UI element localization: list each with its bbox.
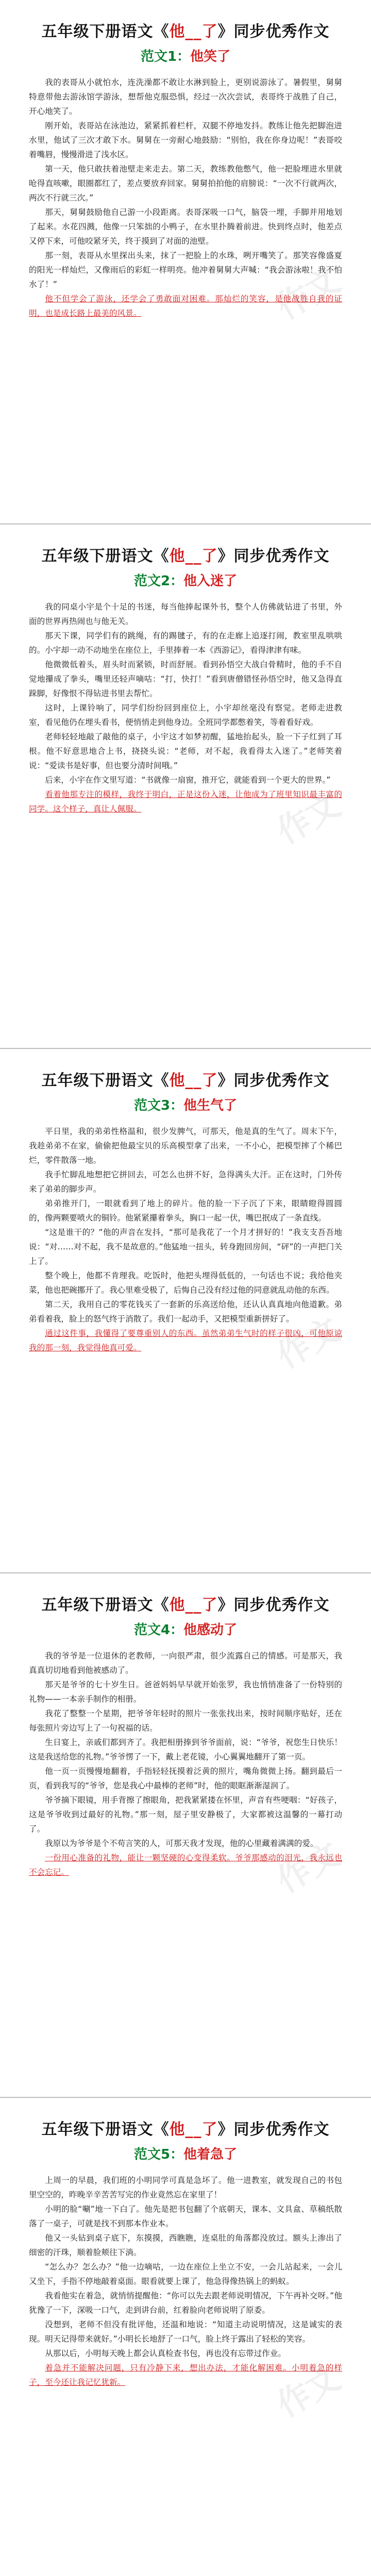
essay-paragraph: 爷爷摘下眼镜，用手背擦了擦眼角，把我紧紧搂在怀里，声音有些哽咽：“好孩子，这是爷爷收到过最好的礼物。”那一刻，屋子里安静极了，大家都被这温馨的一幕打动了。: [29, 1795, 342, 1834]
essay-paragraph: 我手忙脚乱地想把它拼回去，可怎么也拼不好，急得满头大汗。正在这时，门外传来了弟弟的脚步声。: [29, 1170, 342, 1194]
title-prefix: 五年级下册语文《: [41, 1072, 170, 1090]
essay-paragraph: 我的爷爷是一位退休的老教师，一向很严肃，很少流露自己的情感。可是那天，我真真切切地看到他被感动了。: [29, 1651, 342, 1675]
essay-paragraph: 上周一的早晨，我们班的小明同学可真是急坏了。他一进教室，就发现自己的书包里空空的，昨晚辛辛苦苦写完的作业竟然忘在家里了！: [29, 2176, 342, 2199]
essay-label: 范文4：: [133, 1622, 184, 1638]
title-suffix: 》同步优秀作文: [217, 2121, 330, 2139]
title-blank: 他__了: [169, 1072, 218, 1090]
title-blank: 他__了: [169, 547, 218, 565]
title-prefix: 五年级下册语文《: [41, 2121, 170, 2139]
essay-paragraph: “怎么办？怎么办？”他一边嘀咕，一边在座位上坐立不安，一会儿站起来，一会儿又坐下，手指不停地敲着桌面。眼看就要上课了，他急得像热锅上的蚂蚁。: [29, 2262, 342, 2286]
title-suffix: 》同步优秀作文: [217, 547, 330, 565]
essay-page: [0, 524, 371, 1049]
essay-paragraph: 整个晚上，他都不肯理我。吃饭时，他把头埋得低低的，一句话也不说；我给他夹菜，他也把碗挪开了。我心里难受极了，后悔自己没有经过他的同意就乱动他的东西。: [29, 1271, 342, 1295]
essay-highlight: 看着他那专注的模样，我终于明白，正是这份入迷，让他成为了班里知识最丰富的同学。这个样子，真让人佩服。: [29, 790, 342, 814]
essay-paragraph: 第二天，我用自己的零花钱买了一套新的乐高送给他，还认认真真地向他道歉。弟弟看着我，脸上的怒气终于消散了。我们一起动手，又把模型重新拼好了。: [29, 1300, 342, 1324]
essay-paragraph: 这时，上课铃响了，同学们纷纷回到座位上，小宇却丝毫没有察觉。老师走进教室，看见他仍在埋头看书，便悄悄走到他身边。全班同学都憋着笑，等着看好戏。: [29, 703, 342, 727]
essay-paragraph: 小明的脸“唰”地一下白了。他先是把书包翻了个底朝天，课本、文具盒、草稿纸散落了一桌子，可就是找不到那本作业本。: [29, 2205, 342, 2228]
essay-highlight: 通过这件事，我懂得了要尊重别人的东西。虽然弟弟生气时的样子很凶，可他原谅我的那一刻，我觉得他真可爱。: [29, 1329, 342, 1352]
essay-highlight: 他不但学会了游泳，还学会了勇敢面对困难。那灿烂的笑容，是他战胜自我的证明，也是成长路上最美的风景。: [29, 294, 342, 318]
essay-paragraph: 后来，小宇在作文里写道：“书就像一扇窗，推开它，就能看到一个更大的世界。”: [45, 775, 331, 785]
essay-paragraph: 我看他实在着急，就悄悄提醒他：“你可以先去跟老师说明情况，下午再补交呀。”他犹豫了一下，深吸一口气，走到讲台前，红着脸向老师说明了原委。: [29, 2291, 342, 2315]
essay-paragraph: 那一刻，表哥从水里探出头来，抹了一把脸上的水珠，咧开嘴笑了。那笑容像盛夏的阳光一样灿烂，又像雨后的彩虹一样明亮。他冲着舅舅大声喊：“我会游泳啦！我不怕水了！”: [29, 251, 342, 289]
essay-topic: 他着急了: [183, 2147, 238, 2162]
essay-subtitle: [29, 2144, 342, 2165]
essay-subtitle: [29, 571, 342, 591]
essay-subtitle: [29, 1620, 342, 1640]
watermark: 作文: [271, 1310, 347, 1377]
essay-paragraph: 刚开始，表哥站在泳池边，紧紧抓着栏杆，双腿不停地发抖。教练让他先把脚泡进水里，他试了三次才敢下水。舅舅在一旁耐心地鼓励：“别怕，我在你身边呢！”表哥咬着嘴唇，慢慢滑进了浅水区。: [29, 121, 342, 159]
essay-paragraph: 生日宴上，亲戚们都到齐了。我把相册捧到爷爷面前，说：“爷爷，祝您生日快乐！这是我送给您的礼物。”爷爷愣了一下，戴上老花镜，小心翼翼地翻开了第一页。: [29, 1738, 342, 1761]
essay-paragraph: 老师轻轻地敲了敲他的桌子，小宇这才如梦初醒，猛地抬起头，脸一下子红到了耳根。他不好意思地合上书，挠挠头说：“老师，对不起，我看得太入迷了。”老师笑着说：“爱读书是好事，但也要分清时间哦。”: [29, 732, 342, 770]
watermark: 作文: [271, 261, 347, 328]
essay-title: [29, 21, 342, 43]
essay-paragraph: 我原以为爷爷是个不苟言笑的人，可那天我才发现，他的心里藏着满满的爱。: [45, 1839, 318, 1848]
essay-paragraph: 我的同桌小宇是个十足的书迷，每当他捧起课外书，整个人仿佛就钻进了书里，外面的世界再热闹也与他无关。: [29, 602, 342, 626]
essay-page: [0, 0, 371, 524]
essay-label: 范文3：: [133, 1098, 184, 1113]
essay-paragraph: 他微微低着头，眉头时而紧锁，时而舒展。看到孙悟空大战白骨精时，他的手不自觉地攥成了拳头，嘴里还轻声嘀咕：“打，快打！”看到唐僧错怪孙悟空时，他又急得直跺脚，好像恨不得钻进书里去帮忙。: [29, 660, 342, 698]
title-suffix: 》同步优秀作文: [217, 1072, 330, 1090]
title-blank: 他__了: [169, 2121, 218, 2139]
essay-subtitle: [29, 1095, 342, 1116]
title-blank: 他__了: [169, 1596, 218, 1614]
essay-title: [29, 545, 342, 568]
essay-paragraph: 没想到，老师不但没有批评他，还温和地说：“知道主动说明情况，这是诚实的表现。明天记得带来就好。”小明长长地舒了一口气，脸上终于露出了轻松的笑容。: [29, 2320, 342, 2344]
essay-topic: 他生气了: [183, 1098, 238, 1113]
essay-page: [0, 1573, 371, 2098]
title-prefix: 五年级下册语文《: [41, 23, 170, 41]
essay-highlight: 着急并不能解决问题，只有冷静下来，想出办法，才能化解困难。小明着急的样子，至今还让我记忆犹新。: [29, 2363, 342, 2387]
watermark: 作文: [271, 1835, 347, 1901]
essay-topic: 他感动了: [183, 1622, 238, 1638]
essay-label: 范文2：: [133, 573, 184, 589]
essay-subtitle: [29, 46, 342, 67]
watermark: 作文: [271, 786, 347, 852]
essay-title: [29, 1594, 342, 1617]
essay-paragraph: 我花了整整一个星期，把爷爷年轻时的照片一张张找出来，按时间顺序贴好，还在每张照片旁边写上了一句祝福的话。: [29, 1709, 342, 1733]
watermark: 作文: [271, 2359, 347, 2426]
essay-page: [0, 2098, 371, 2576]
essay-label: 范文5：: [133, 2147, 184, 2162]
essay-topic: 他笑了: [190, 49, 231, 64]
title-prefix: 五年级下册语文《: [41, 1596, 170, 1614]
essay-page: [0, 1049, 371, 1573]
essay-paragraph: “这是谁干的？”他的声音在发抖，“那可是我花了一个月才拼好的！”我支支吾吾地说：“对……对不起，我不是故意的。”他猛地一扭头，转身跑回房间，“砰”的一声把门关上了。: [29, 1228, 342, 1266]
essay-paragraph: 他又一头钻到桌子底下，东摸摸，西瞧瞧，连桌肚的角落都没放过。额头上渗出了细密的汗珠，顺着脸颊往下淌。: [29, 2233, 342, 2257]
essay-paragraph: 第一天，他只敢扶着池壁走来走去。第二天，教练教他憋气，他一把脸埋进水里就呛得直咳嗽，眼圈都红了，差点要放弃回家。舅舅拍拍他的肩膀说：“一次不行就两次，两次不行就三次。”: [29, 164, 342, 202]
title-suffix: 》同步优秀作文: [217, 1596, 330, 1614]
essay-paragraph: 我的表哥从小就怕水，连洗澡都不敢让水淋到脸上，更别说游泳了。暑假里，舅舅特意带他去游泳馆学游泳，想帮他克服恐惧，经过一次次尝试，表哥终于战胜了自己，开心地笑了。: [29, 78, 342, 116]
essay-paragraph: 从那以后，小明每天晚上都会认真检查书包，再也没有忘带过作业。: [45, 2349, 286, 2358]
essay-paragraph: 那天下课，同学们有的跳绳，有的踢毽子，有的在走廊上追逐打闹，教室里乱哄哄的。小宇却一动不动地坐在座位上，手里捧着一本《西游记》，看得津津有味。: [29, 631, 342, 655]
essay-paragraph: 弟弟推开门，一眼就看到了地上的碎片。他的脸一下子沉了下来，眼睛瞪得圆圆的，像两颗要喷火的铜铃。他紧紧攥着拳头，胸口一起一伏，嘴巴抿成了一条直线。: [29, 1199, 342, 1223]
essay-label: 范文1：: [140, 49, 191, 64]
essay-paragraph: 那天是爷爷的七十岁生日。爸爸妈妈早早就开始张罗，我也悄悄准备了一份特别的礼物——一本亲手制作的相册。: [29, 1680, 342, 1704]
essay-highlight: 一份用心准备的礼物，能让一颗坚硬的心变得柔软。爷爷那感动的泪光，我永远也不会忘记。: [29, 1853, 342, 1877]
title-blank: 他__了: [169, 23, 218, 41]
essay-title: [29, 2119, 342, 2141]
title-prefix: 五年级下册语文《: [41, 547, 170, 565]
essay-title: [29, 1070, 342, 1092]
essay-paragraph: 那天，舅舅鼓励他自己游一小段距离。表哥深吸一口气，脑袋一埋，手脚并用地划了起来。水花四溅，他像一只笨拙的小鸭子，在水里扑腾着前进。快到终点时，他差点又停下来，可他咬紧牙关，终于摸到了对面的池壁。: [29, 208, 342, 246]
essay-paragraph: 平日里，我的弟弟性格温和，很少发脾气，可那天，他是真的生气了。周末下午，我趁弟弟不在家，偷偷把他最宝贝的乐高模型拿了出来，一不小心，把模型摔了个稀巴烂，零件散落一地。: [29, 1127, 342, 1165]
essay-topic: 他入迷了: [183, 573, 238, 589]
essay-paragraph: 他一页一页慢慢地翻着，手指轻轻抚摸着泛黄的照片，嘴角微微上扬。翻到最后一页，看到我写的“爷爷，您是我心中最棒的老师”时，他的眼眶渐渐湿润了。: [29, 1767, 342, 1790]
title-suffix: 》同步优秀作文: [217, 23, 330, 41]
